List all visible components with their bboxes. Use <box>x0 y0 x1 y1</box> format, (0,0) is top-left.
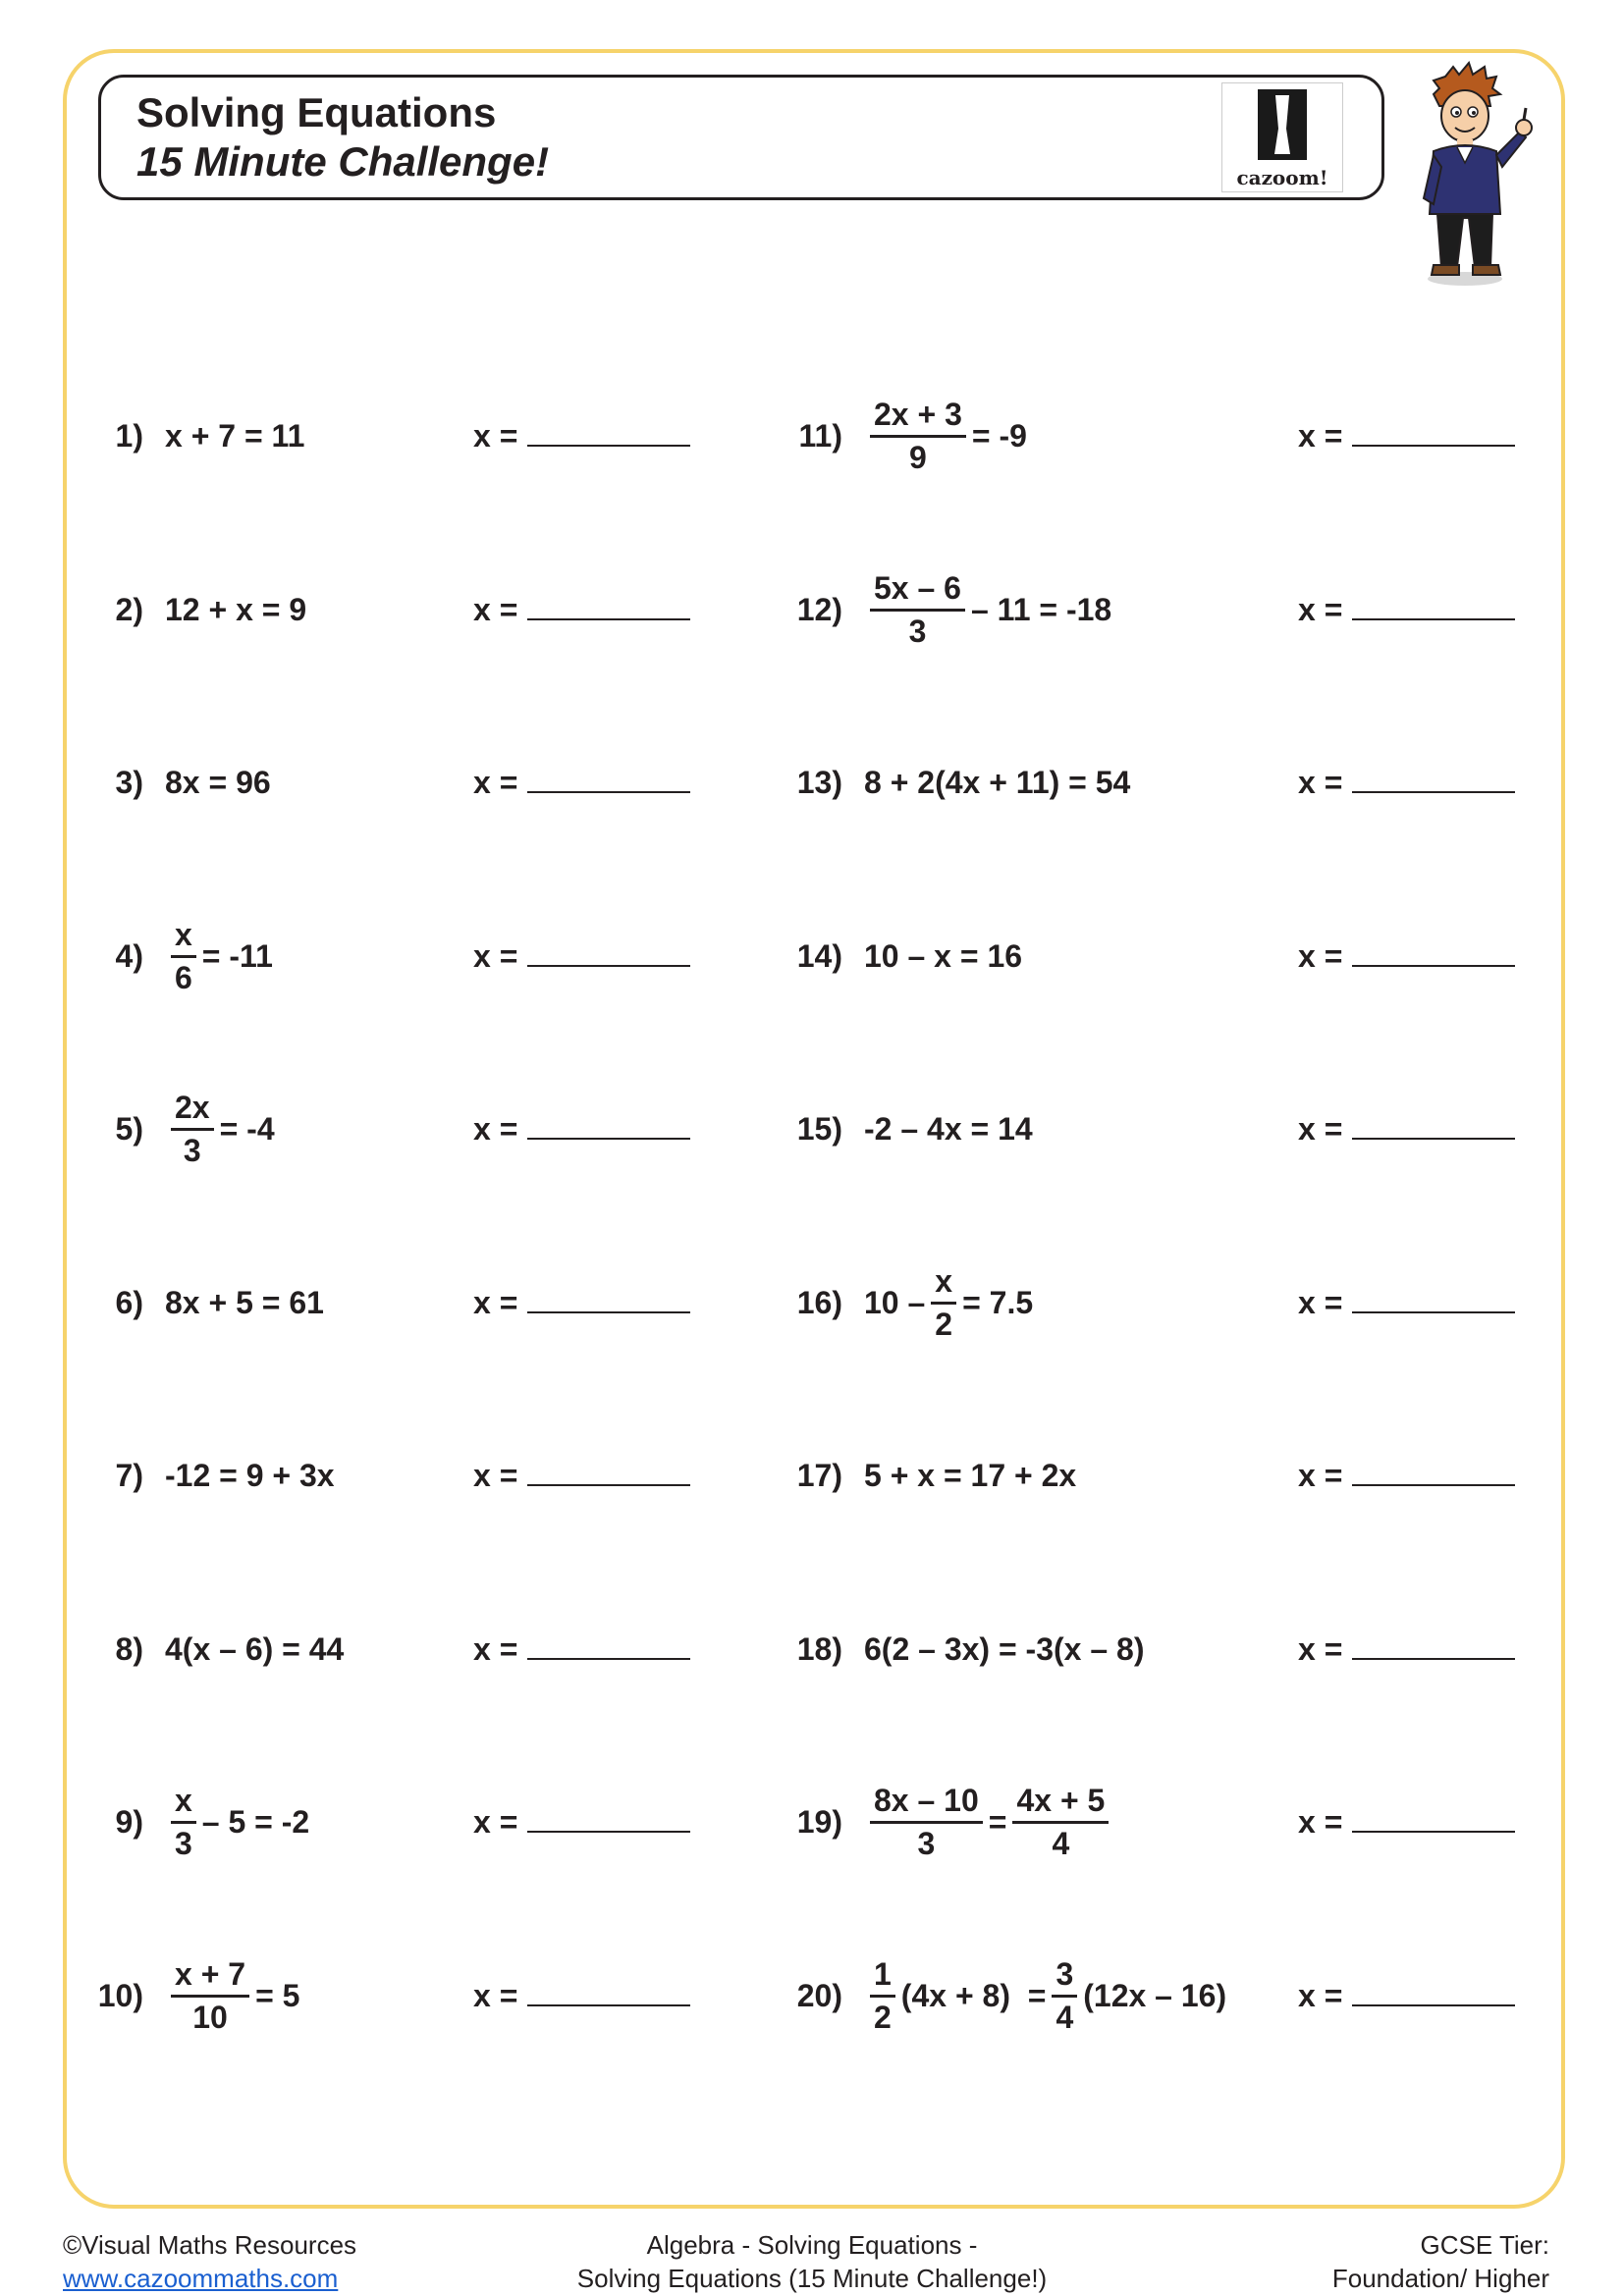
footer-worksheet-line: Solving Equations (15 Minute Challenge!) <box>576 2264 1048 2293</box>
answer-blank[interactable] <box>527 941 690 967</box>
fraction-numerator: 8x – 10 <box>870 1785 983 1824</box>
question-equation <box>165 1263 324 1342</box>
fraction-numerator: 4x + 5 <box>1012 1785 1109 1824</box>
question-number: 16) <box>796 1285 842 1320</box>
equation-text: 4(x – 6) = 44 <box>165 1630 345 1667</box>
question-number: 4) <box>115 938 143 974</box>
answer-blank[interactable] <box>1352 595 1515 620</box>
equation-text: = -9 <box>971 417 1027 454</box>
answer-label: x = <box>473 592 518 627</box>
question-equation <box>864 397 1027 475</box>
answer-blank[interactable] <box>527 1461 690 1486</box>
answer-line <box>1298 1804 1515 1841</box>
fraction-denominator: 3 <box>908 614 927 649</box>
question-equation <box>864 1436 1076 1515</box>
question-equation <box>864 743 1130 822</box>
answer-line <box>1298 938 1515 975</box>
equation-text: (4x + 8) = <box>900 1977 1047 2013</box>
answer-label: x = <box>1298 1285 1343 1320</box>
page-subtitle: 15 Minute Challenge! <box>136 138 550 185</box>
equation-text: 8x + 5 = 61 <box>165 1284 324 1320</box>
fraction-numerator: 3 <box>1052 1958 1077 1998</box>
answer-label: x = <box>473 1111 518 1147</box>
footer-left <box>63 2228 356 2295</box>
fraction-numerator: 2x <box>171 1092 214 1131</box>
question-number: 18) <box>796 1631 842 1667</box>
answer-label: x = <box>1298 1631 1343 1667</box>
question-equation <box>864 1956 1226 2035</box>
equation-text: = 7.5 <box>962 1284 1034 1320</box>
logo-text: cazoom! <box>1236 166 1328 189</box>
equation-text: 8 + 2(4x + 11) = 54 <box>864 764 1131 800</box>
answer-blank[interactable] <box>1352 1981 1515 2006</box>
fraction-denominator: 9 <box>909 440 927 475</box>
question-number: 19) <box>796 1804 842 1840</box>
answer-line <box>473 1285 690 1321</box>
answer-blank[interactable] <box>1352 768 1515 793</box>
answer-blank[interactable] <box>527 421 690 447</box>
answer-blank[interactable] <box>1352 1461 1515 1486</box>
answer-line <box>1298 1285 1515 1321</box>
answer-blank[interactable] <box>1352 1288 1515 1313</box>
answer-blank[interactable] <box>1352 941 1515 967</box>
answer-label: x = <box>1298 1804 1343 1840</box>
tier-label: GCSE Tier: <box>1420 2230 1549 2260</box>
answer-label: x = <box>473 1631 518 1667</box>
footer-right <box>1332 2228 1549 2295</box>
question-equation <box>165 743 271 822</box>
equation-text: 8x = 96 <box>165 764 271 800</box>
question-equation <box>864 1610 1144 1688</box>
answer-blank[interactable] <box>1352 1634 1515 1660</box>
fraction <box>171 1958 249 2033</box>
answer-line <box>1298 1631 1515 1668</box>
copyright-text: ©Visual Maths Resources <box>63 2230 357 2260</box>
question-equation <box>165 1956 299 2035</box>
equation-text: – 5 = -2 <box>201 1803 310 1840</box>
answer-label: x = <box>1298 1978 1343 2013</box>
fraction <box>171 1785 196 1859</box>
fraction-denominator: 4 <box>1052 1826 1070 1861</box>
fraction <box>870 1958 895 2033</box>
tier-value: Foundation/ Higher <box>1331 2264 1549 2293</box>
answer-blank[interactable] <box>1352 1114 1515 1140</box>
footer-topic-line: Algebra - Solving Equations - <box>646 2230 978 2260</box>
cazoom-logo-icon <box>1258 89 1307 160</box>
cazoom-logo <box>1221 82 1343 192</box>
fraction-denominator: 3 <box>175 1826 192 1861</box>
answer-blank[interactable] <box>527 1288 690 1313</box>
fraction-denominator: 3 <box>917 1826 936 1861</box>
answer-label: x = <box>1298 938 1343 974</box>
answer-label: x = <box>1298 592 1343 627</box>
equation-text: (12x – 16) <box>1083 1977 1227 2013</box>
question-number: 7) <box>115 1458 143 1493</box>
equation-text: 5 + x = 17 + 2x <box>864 1457 1077 1493</box>
answer-label: x = <box>473 418 518 454</box>
boy-mascot-icon <box>1404 61 1542 289</box>
question-number: 13) <box>796 765 842 800</box>
fraction-denominator: 2 <box>935 1307 953 1342</box>
equation-text: = -4 <box>219 1110 275 1147</box>
fraction-numerator: x <box>171 1785 196 1824</box>
question-equation <box>165 1090 275 1168</box>
question-number: 17) <box>796 1458 842 1493</box>
question-number: 1) <box>115 418 143 454</box>
answer-blank[interactable] <box>527 1807 690 1833</box>
equation-text: -12 = 9 + 3x <box>165 1457 335 1493</box>
answer-line <box>1298 418 1515 454</box>
title-box <box>98 75 1384 200</box>
question-equation <box>165 397 304 475</box>
question-number: 15) <box>796 1111 842 1147</box>
answer-line <box>473 1978 690 2014</box>
fraction-numerator: x <box>931 1265 956 1305</box>
fraction <box>870 399 966 473</box>
answer-blank[interactable] <box>1352 1807 1515 1833</box>
answer-line <box>1298 1458 1515 1494</box>
page-title: Solving Equations <box>136 89 497 135</box>
answer-blank[interactable] <box>527 1634 690 1660</box>
answer-line <box>473 1804 690 1841</box>
question-equation <box>165 1436 335 1515</box>
equation-text: 10 – <box>864 1284 926 1320</box>
answer-line <box>1298 1978 1515 2014</box>
question-number: 12) <box>796 592 842 627</box>
question-equation <box>165 917 273 995</box>
answer-blank[interactable] <box>527 1981 690 2006</box>
question-number: 2) <box>115 592 143 627</box>
question-equation <box>864 570 1111 649</box>
fraction-denominator: 6 <box>175 960 192 995</box>
fraction-numerator: x + 7 <box>171 1958 249 1998</box>
answer-line <box>1298 765 1515 801</box>
answer-label: x = <box>473 1458 518 1493</box>
fraction <box>171 919 196 993</box>
question-equation <box>864 1090 1033 1168</box>
equation-text: = 5 <box>255 1977 300 2013</box>
answer-label: x = <box>473 1978 518 2013</box>
question-equation <box>165 1610 344 1688</box>
question-number: 3) <box>115 765 143 800</box>
answer-line <box>473 418 690 454</box>
fraction-denominator: 4 <box>1056 2000 1074 2035</box>
answer-line <box>473 938 690 975</box>
question-number: 10) <box>97 1978 143 2013</box>
answer-label: x = <box>473 1285 518 1320</box>
answer-line <box>473 1111 690 1148</box>
answer-blank[interactable] <box>527 1114 690 1140</box>
equation-text: = <box>988 1803 1007 1840</box>
fraction-denominator: 10 <box>192 2000 228 2035</box>
fraction <box>171 1092 214 1166</box>
equation-text: x + 7 = 11 <box>165 417 305 454</box>
fraction <box>931 1265 956 1340</box>
question-equation <box>165 570 306 649</box>
fraction-numerator: 5x – 6 <box>870 572 965 612</box>
equation-text: 6(2 – 3x) = -3(x – 8) <box>864 1630 1145 1667</box>
answer-label: x = <box>1298 418 1343 454</box>
equation-text: 12 + x = 9 <box>165 591 307 627</box>
answer-blank[interactable] <box>527 768 690 793</box>
question-number: 20) <box>796 1978 842 2013</box>
answer-line <box>473 1458 690 1494</box>
question-equation <box>864 1263 1033 1342</box>
question-number: 6) <box>115 1285 143 1320</box>
equation-text: – 11 = -18 <box>970 591 1112 627</box>
question-equation <box>165 1783 309 1861</box>
question-number: 8) <box>115 1631 143 1667</box>
fraction-numerator: x <box>171 919 196 958</box>
fraction <box>1012 1785 1109 1859</box>
question-number: 5) <box>115 1111 143 1147</box>
answer-label: x = <box>1298 765 1343 800</box>
fraction <box>870 1785 983 1859</box>
fraction-denominator: 2 <box>874 2000 892 2035</box>
equation-text: -2 – 4x = 14 <box>864 1110 1033 1147</box>
answer-blank[interactable] <box>527 595 690 620</box>
question-equation <box>864 1783 1114 1861</box>
answer-label: x = <box>473 1804 518 1840</box>
question-equation <box>864 917 1022 995</box>
equation-text: = -11 <box>201 937 273 974</box>
equation-text: 10 – x = 16 <box>864 937 1023 974</box>
answer-blank[interactable] <box>1352 421 1515 447</box>
answer-line <box>473 765 690 801</box>
answer-label: x = <box>473 938 518 974</box>
answer-label: x = <box>473 765 518 800</box>
answer-line <box>1298 592 1515 628</box>
fraction <box>870 572 965 647</box>
fraction-numerator: 1 <box>870 1958 895 1998</box>
answer-line <box>473 592 690 628</box>
fraction-denominator: 3 <box>183 1133 201 1168</box>
answer-line <box>1298 1111 1515 1148</box>
question-number: 14) <box>796 938 842 974</box>
question-number: 9) <box>115 1804 143 1840</box>
fraction-numerator: 2x + 3 <box>870 399 966 438</box>
answer-label: x = <box>1298 1111 1343 1147</box>
fraction <box>1052 1958 1077 2033</box>
answer-label: x = <box>1298 1458 1343 1493</box>
question-number: 11) <box>798 418 842 454</box>
website-link[interactable]: www.cazoommaths.com <box>63 2264 339 2293</box>
answer-line <box>473 1631 690 1668</box>
